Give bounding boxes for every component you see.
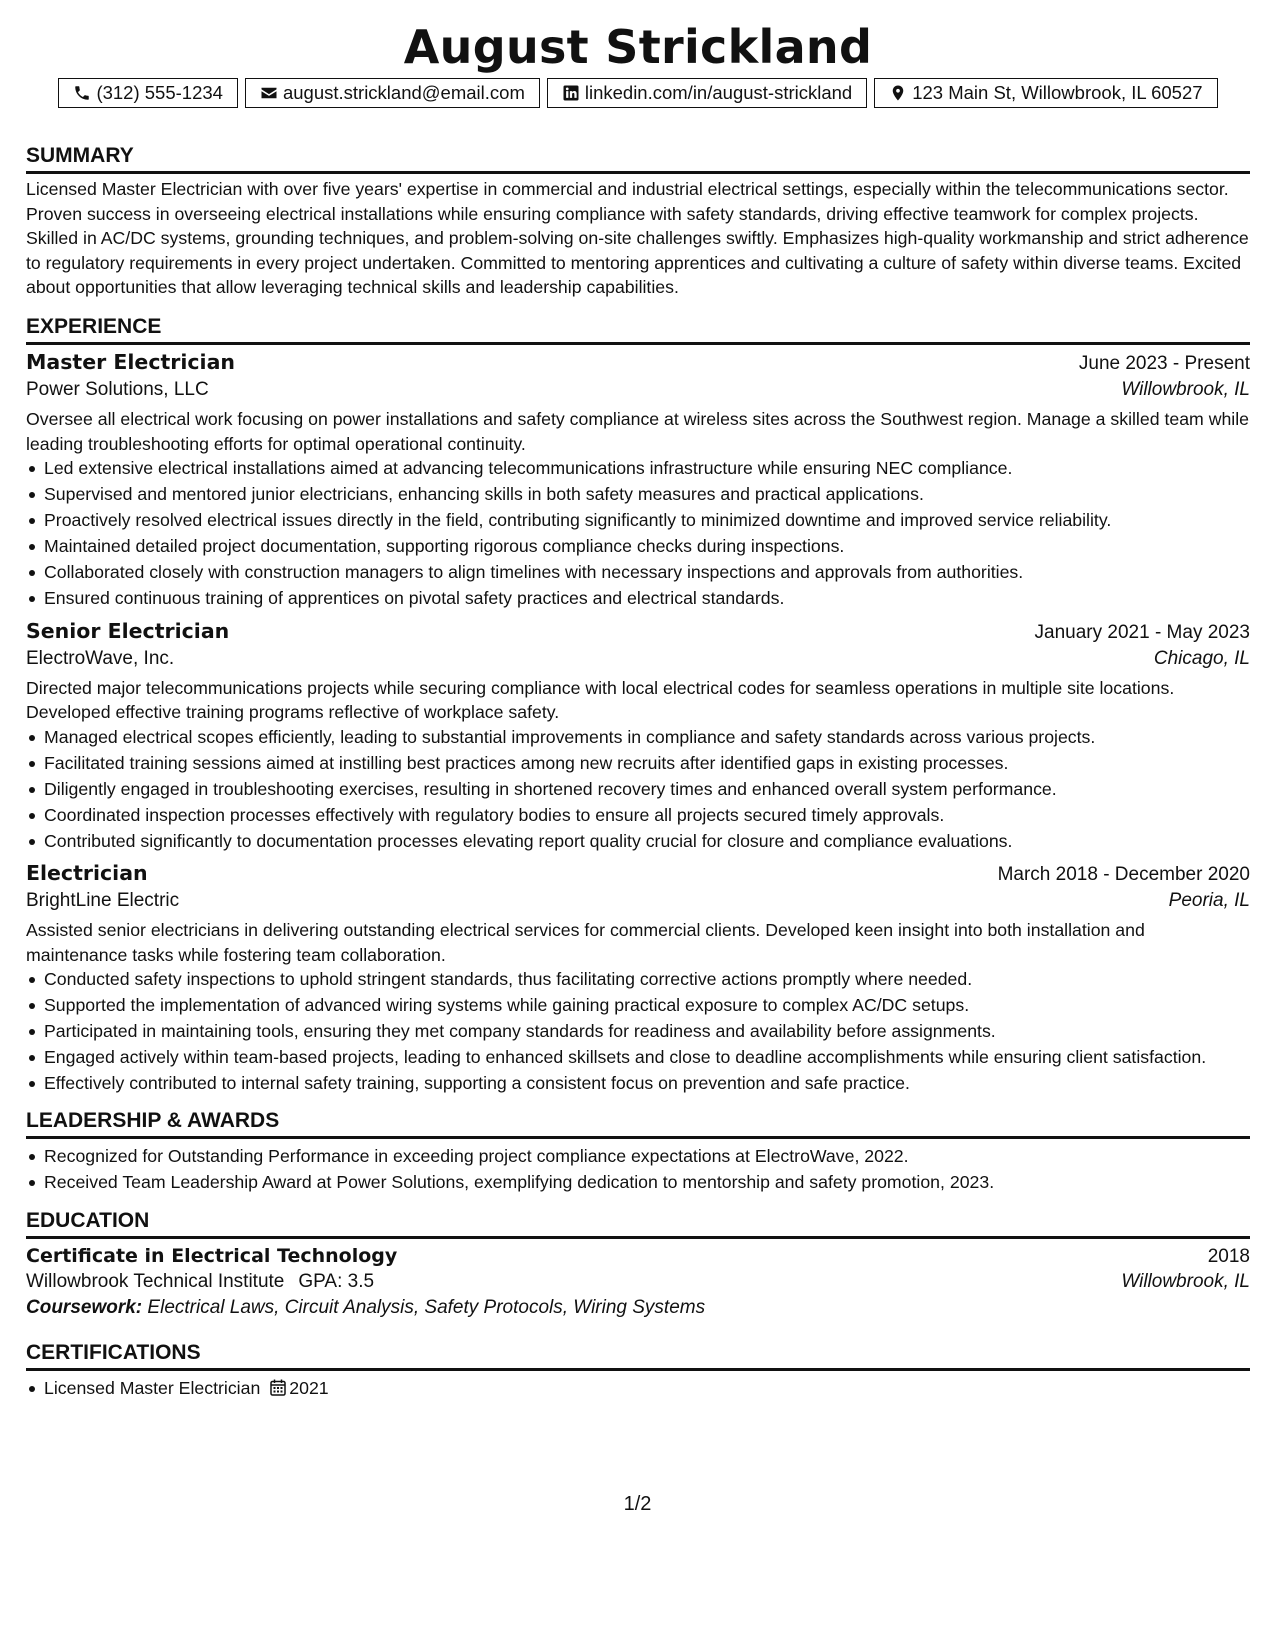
certifications-list (26, 1376, 1250, 1400)
list-item (44, 1376, 1250, 1400)
job-title: Master Electrician (26, 349, 236, 374)
job-company: BrightLine Electric (26, 890, 180, 912)
summary-section (26, 142, 1250, 300)
job-description: Assisted senior electricians in delivering outstanding electrical services for commercial clients. Developed keen insight into both installation and maintenance tasks while fostering team collaboration. (26, 920, 1145, 965)
summary-text: Licensed Master Electrician with over five years' expertise in commercial and industrial electrical settings, especially within the telecommunications sector. Proven success in overseeing electrical installations while ensuring compliance with safety standards, driving effective teamwork for complex projects. Skilled in AC/DC systems, grounding techniques, and problem-solving on-site challenges swiftly. Emphasizes high-quality workmanship and strict adherence to regulatory requirements in every project undertaken. Committed to mentoring apprentices and cultivating a culture of safety within diverse teams. Excited about opportunities that allow leveraging technical skills and leadership capabilities. (26, 179, 1249, 298)
job-location: Peoria, IL (1168, 890, 1250, 912)
contact-linkedin[interactable] (547, 78, 867, 108)
list-item: Managed electrical scopes efficiently, leading to substantial improvements in compliance and safety standards across various projects. (44, 725, 1250, 749)
experience-heading: EXPERIENCE (26, 313, 1250, 345)
coursework (26, 1297, 1250, 1319)
gpa: GPA: 3.5 (298, 1271, 375, 1293)
job-bullets (26, 967, 1250, 1095)
education-section (26, 1207, 1250, 1319)
job-dates: January 2021 - May 2023 (1034, 621, 1250, 643)
list-item: Participated in maintaining tools, ensuring they met company standards for readiness and availability before assignments. (44, 1019, 1250, 1043)
school-name: Willowbrook Technical Institute (26, 1271, 285, 1293)
summary-heading: SUMMARY (26, 142, 1250, 174)
job-location: Willowbrook, IL (1121, 378, 1250, 400)
job-entry (26, 619, 1250, 854)
contact-phone[interactable] (58, 78, 238, 108)
job-entry (26, 350, 1250, 611)
list-item: Recognized for Outstanding Performance in exceeding project compliance expectations at ElectroWave, 2022. (44, 1144, 1250, 1168)
candidate-name: August Strickland (403, 20, 873, 74)
page-number: 1/2 (623, 1493, 652, 1515)
education-heading: EDUCATION (26, 1207, 1250, 1239)
coursework-list: Electrical Laws, Circuit Analysis, Safety Protocols, Wiring Systems (147, 1297, 706, 1319)
job-bullets (26, 456, 1250, 610)
certifications-section (26, 1339, 1250, 1400)
email-text: august.strickland@email.com (282, 82, 525, 103)
list-item: Collaborated closely with construction managers to align timelines with necessary inspections and approvals from authorities. (44, 560, 1250, 584)
degree-title: Certificate in Electrical Technology (26, 1245, 398, 1268)
job-title: Electrician (26, 861, 148, 886)
education-year: 2018 (1207, 1246, 1250, 1268)
job-entry (26, 861, 1250, 1096)
job-title: Senior Electrician (26, 618, 230, 643)
list-item: Proactively resolved electrical issues directly in the field, contributing significantly to minimized downtime and improved service reliability. (44, 508, 1250, 532)
certifications-heading: CERTIFICATIONS (26, 1339, 1250, 1371)
contact-email[interactable] (245, 78, 540, 108)
linkedin-text: linkedin.com/in/august-strickland (584, 82, 853, 103)
phone-icon (73, 84, 91, 102)
leadership-heading: LEADERSHIP & AWARDS (26, 1107, 1250, 1139)
list-item: Conducted safety inspections to uphold stringent standards, thus facilitating corrective actions promptly where needed. (44, 967, 1250, 991)
map-pin-icon (889, 84, 907, 102)
contact-address[interactable] (874, 78, 1217, 108)
job-description: Directed major telecommunications projects while securing compliance with local electrical codes for seamless operations in multiple site locations. Developed effective training programs reflective of workplace safety. (26, 677, 1175, 723)
coursework-label: Coursework: (26, 1297, 143, 1319)
calendar-icon (270, 1379, 286, 1396)
list-item: Supervised and mentored junior electricians, enhancing skills in both safety measures and practical applications. (44, 482, 1250, 506)
leadership-section (26, 1107, 1250, 1194)
list-item: Received Team Leadership Award at Power Solutions, exemplifying dedication to mentorship and safety promotion, 2023. (44, 1170, 1250, 1194)
list-item: Engaged actively within team-based projects, leading to enhanced skillsets and close to deadline accomplishments while ensuring client satisfaction. (44, 1045, 1250, 1069)
job-location: Chicago, IL (1153, 647, 1250, 669)
certification-name: Licensed Master Electrician (44, 1378, 261, 1399)
job-company: Power Solutions, LLC (26, 378, 209, 400)
contact-bar (26, 78, 1250, 108)
school-line (26, 1271, 374, 1293)
resume-page (26, 18, 1250, 1402)
list-item: Supported the implementation of advanced wiring systems while gaining practical exposure to complex AC/DC setups. (44, 993, 1250, 1017)
school-location: Willowbrook, IL (1121, 1271, 1250, 1293)
list-item: Contributed significantly to documentation processes elevating report quality crucial for closure and compliance evaluations. (44, 829, 1250, 853)
job-bullets (26, 725, 1250, 853)
certification-year: 2021 (289, 1378, 329, 1399)
list-item: Effectively contributed to internal safety training, supporting a consistent focus on prevention and safe practice. (44, 1071, 1250, 1095)
list-item: Led extensive electrical installations aimed at advancing telecommunications infrastructure while ensuring NEC compliance. (44, 456, 1250, 480)
job-company: ElectroWave, Inc. (26, 647, 175, 669)
list-item: Coordinated inspection processes effectively with regulatory bodies to ensure all projects secured timely approvals. (44, 803, 1250, 827)
leadership-list (26, 1144, 1250, 1194)
list-item: Facilitated training sessions aimed at instilling best practices among new recruits after identified gaps in existing processes. (44, 751, 1250, 775)
list-item: Diligently engaged in troubleshooting exercises, resulting in shortened recovery times and enhanced overall system performance. (44, 777, 1250, 801)
job-description: Oversee all electrical work focusing on power installations and safety compliance at wireless sites across the Southwest region. Manage a skilled team while leading troubleshooting efforts for optimal operational continuity. (26, 408, 1249, 454)
linkedin-icon (562, 84, 580, 102)
envelope-icon (260, 84, 278, 102)
job-dates: March 2018 - December 2020 (997, 864, 1250, 886)
phone-text: (312) 555-1234 (96, 82, 223, 103)
list-item: Ensured continuous training of apprentices on pivotal safety practices and electrical standards. (44, 586, 1250, 610)
address-text: 123 Main St, Willowbrook, IL 60527 (912, 82, 1203, 103)
job-dates: June 2023 - Present (1078, 352, 1250, 374)
list-item: Maintained detailed project documentation, supporting rigorous compliance checks during inspections. (44, 534, 1250, 558)
experience-section (26, 313, 1250, 1096)
